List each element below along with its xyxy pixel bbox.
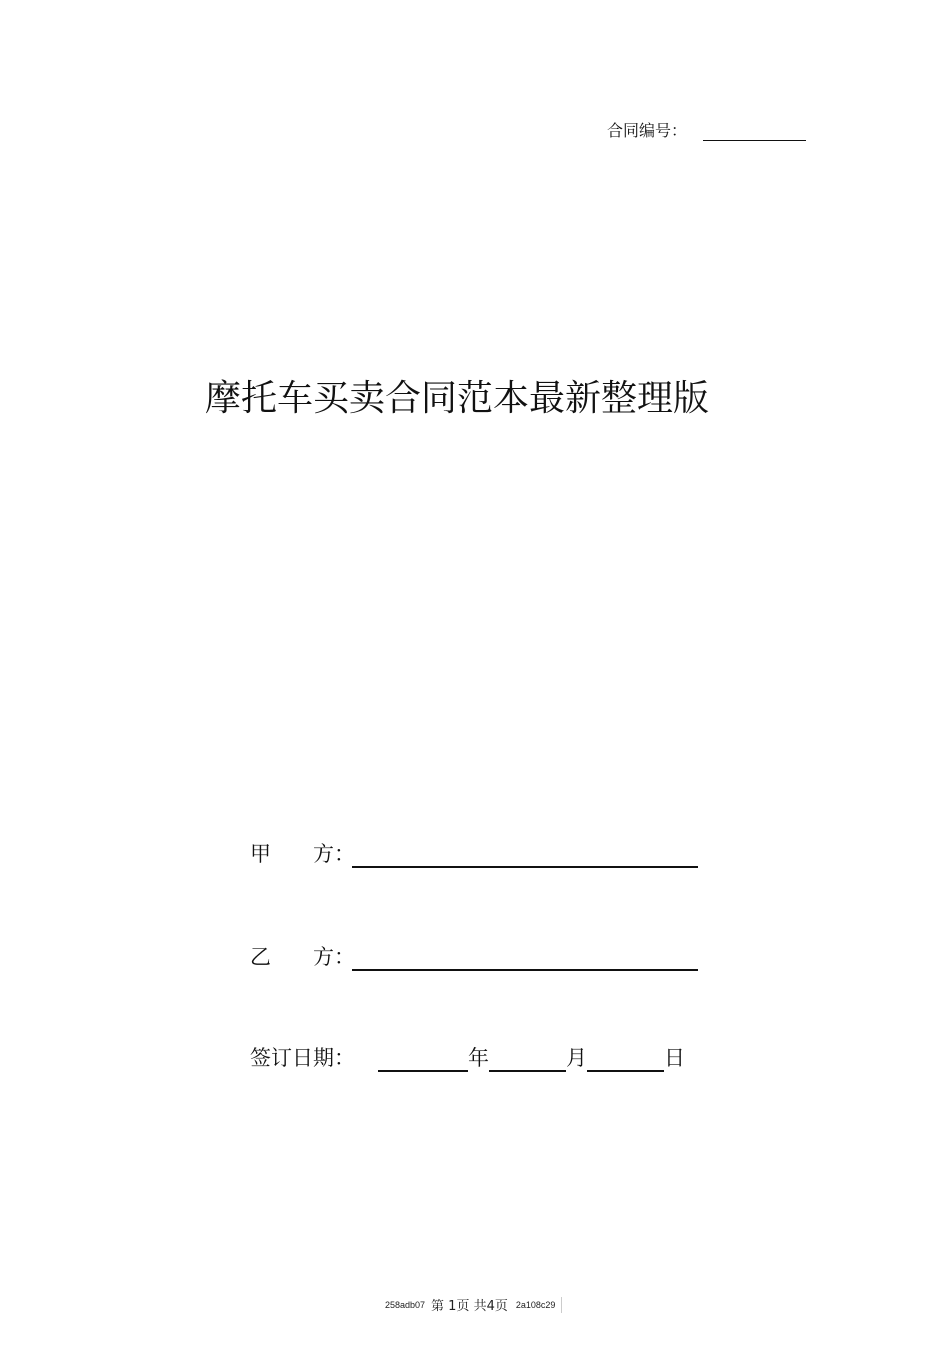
year-label: 年 [468,1046,489,1070]
page-footer [385,1295,562,1314]
party-b-blank[interactable] [352,947,698,971]
party-b-label: 乙 方： [250,945,355,969]
party-a-row [250,838,698,868]
footer-left-code: 258adb07 [385,1299,426,1310]
day-label: 日 [664,1046,685,1070]
party-b-row [250,941,698,971]
month-blank[interactable] [489,1048,566,1072]
contract-number-label: 合同编号： [607,121,688,140]
footer-right-code: 2a108c29 [515,1299,556,1310]
signing-date-label: 签订日期： [250,1046,355,1070]
party-a-blank[interactable] [352,844,698,868]
document-title: 摩托车买卖合同范本最新整理版 [205,378,710,419]
footer-divider [561,1297,562,1313]
year-blank[interactable] [378,1048,468,1072]
party-a-label: 甲 方： [250,842,355,866]
page-indicator: 第 1页 共4页 [431,1299,508,1314]
signing-date-row [250,1042,685,1072]
contract-number-field [607,118,806,141]
month-label: 月 [566,1046,587,1070]
day-blank[interactable] [587,1048,664,1072]
contract-number-blank[interactable] [703,124,806,141]
